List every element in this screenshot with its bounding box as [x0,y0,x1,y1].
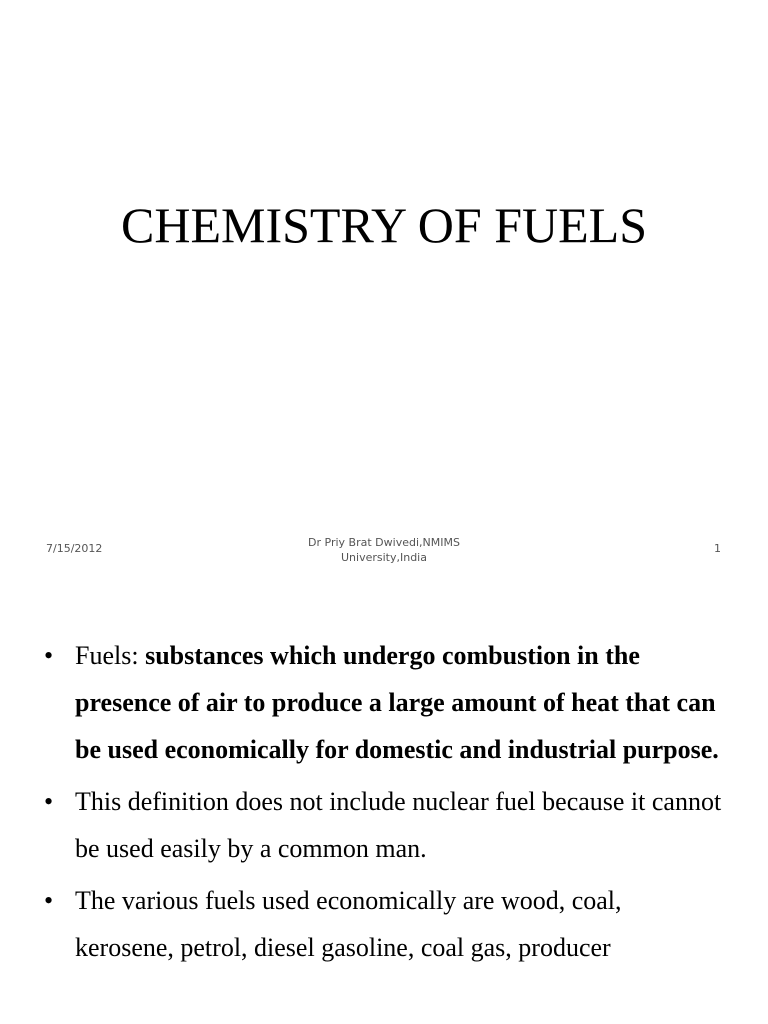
bullet-text: This definition does not include nuclear fuel because it cannot be used easily by a common man. [75,787,722,863]
bullet-icon: • [44,787,54,816]
bullet-icon: • [44,641,54,670]
content-slide [0,576,768,1024]
footer-author [234,535,534,565]
bullet-icon: • [44,886,54,915]
bullet-item-nuclear-note [44,778,724,872]
bullet-item-fuel-list [44,877,724,971]
footer-page-number: 1 [714,542,721,555]
bullet-item-fuels-definition [44,632,724,773]
footer-author-line2: University,India [341,551,427,564]
bullet-text: The various fuels used economically are wood, coal, kerosene, petrol, diesel gasoline, coal gas, producer [75,886,622,962]
bullet-definition: substances which undergo combustion in the presence of air to produce a large amount of heat that can be used economically for domestic and industrial purpose. [75,641,719,764]
footer-date: 7/15/2012 [46,542,103,555]
footer-author-line1: Dr Priy Brat Dwivedi,NMIMS [308,536,460,549]
bullet-list [44,632,724,976]
bullet-lead: Fuels: [75,641,146,670]
slide-title: CHEMISTRY OF FUELS [120,197,648,253]
